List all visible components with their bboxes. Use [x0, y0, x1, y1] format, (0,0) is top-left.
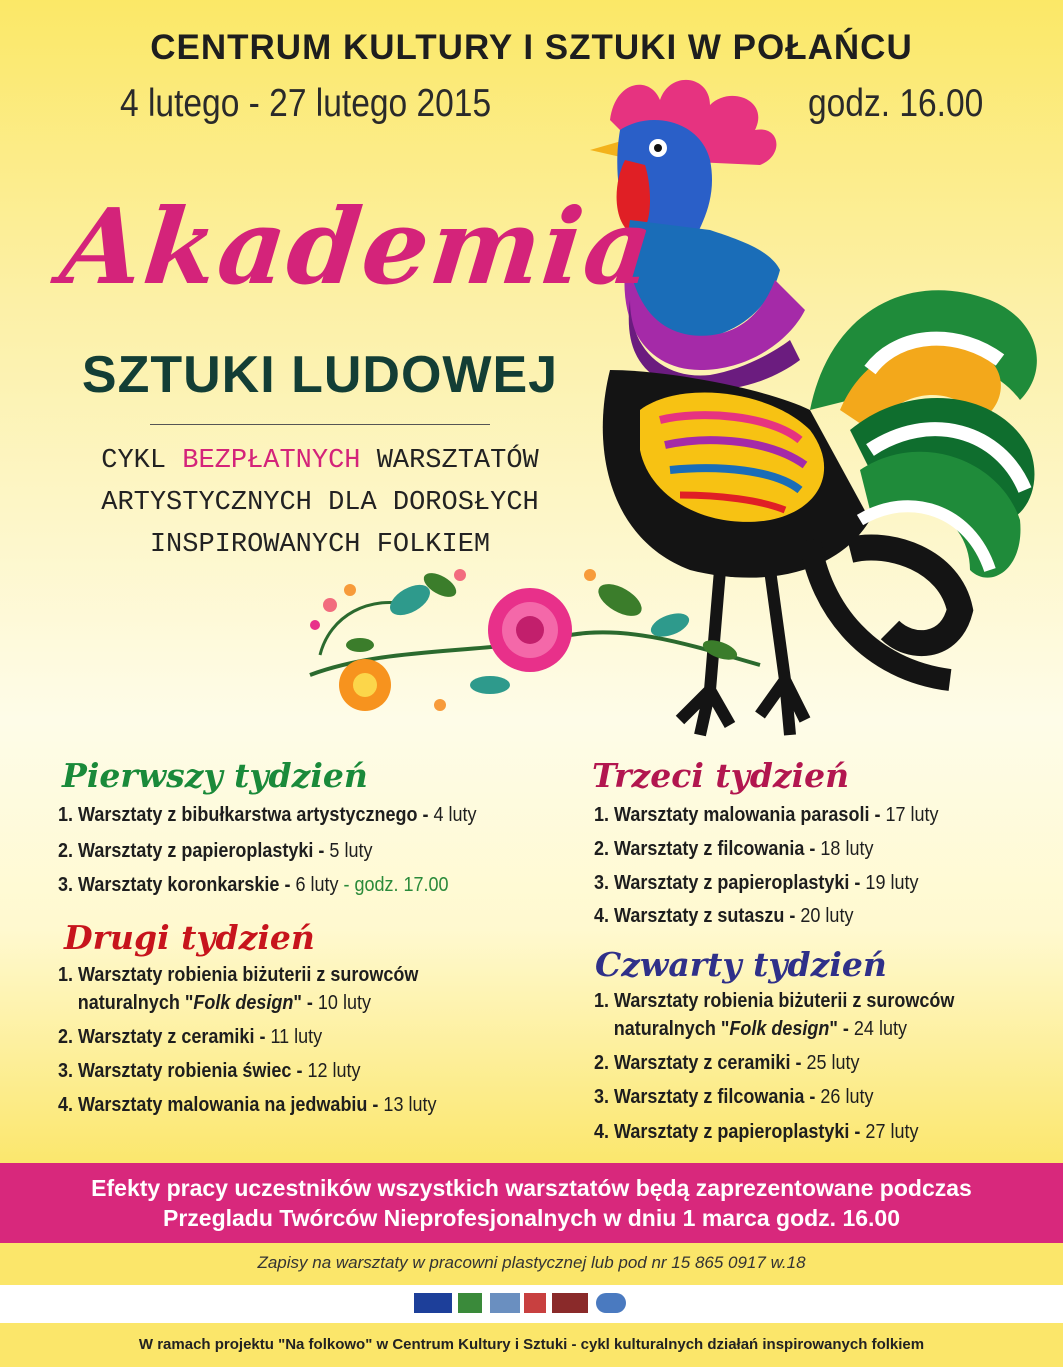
title-akademia: Akademia — [55, 185, 661, 308]
intro-line-1 — [60, 440, 580, 482]
title-subtitle: SZTUKI LUDOWEJ — [81, 346, 559, 404]
event-dates: 4 lutego - 27 lutego 2015 — [120, 82, 492, 125]
signup-info: Zapisy na warsztaty w pracowni plastycznej lub pod nr 15 865 0917 w.18 — [257, 1253, 806, 1272]
announcement-band — [0, 1163, 1063, 1243]
list-item: 2. Warsztaty z papieroplastyki - 5 luty — [58, 840, 373, 862]
organization-name: CENTRUM KULTURY I SZTUKI W POŁAŃCU — [150, 28, 913, 67]
week-4-title: Czwarty tydzień — [595, 945, 887, 984]
list-item-continuation: naturalnych "Folk design" - 24 luty — [613, 1018, 907, 1040]
list-item: 3. Warsztaty z filcowania - 26 luty — [594, 1086, 874, 1108]
divider — [150, 424, 490, 425]
list-item: 1. Warsztaty malowania parasoli - 17 luty — [594, 804, 939, 826]
list-item: 1. Warsztaty robienia biżuterii z surowców — [58, 964, 419, 986]
list-item: 4. Warsztaty z papieroplastyki - 27 luty — [594, 1121, 919, 1143]
intro-line-2: ARTYSTYCZNYCH DLA DOROSŁYCH — [101, 488, 539, 518]
flower-embroidery — [290, 555, 770, 725]
partner-logo-3 — [524, 1293, 546, 1313]
list-item: 4. Warsztaty z sutaszu - 20 luty — [594, 905, 854, 927]
intro-warsztatow: WARSZTATÓW — [376, 446, 539, 476]
intro-highlight: BEZPŁATNYCH — [182, 446, 361, 476]
list-item: 2. Warsztaty z ceramiki - 25 luty — [594, 1052, 860, 1074]
announcement-line-1: Efekty pracy uczestników wszystkich warsztatów będą zaprezentowane podczas — [91, 1175, 972, 1201]
partner-logo-4 — [552, 1293, 588, 1313]
week-3-title: Trzeci tydzień — [592, 756, 850, 795]
partner-logo-1 — [458, 1293, 482, 1313]
eu-flag-logo — [414, 1293, 452, 1313]
announcement-line-2: Przegladu Twórców Nieprofesjonalnych w dniu 1 marca godz. 16.00 — [162, 1205, 901, 1231]
list-item: 2. Warsztaty z filcowania - 18 luty — [594, 838, 874, 860]
list-item: 4. Warsztaty malowania na jedwabiu - 13 luty — [58, 1094, 437, 1116]
footer-text: W ramach projektu "Na folkowo" w Centrum Kultury i Sztuki - cykl kulturalnych działań inspirowanych folkiem — [0, 1323, 1063, 1367]
list-item: 3. Warsztaty robienia świec - 12 luty — [58, 1060, 361, 1082]
list-item: 3. Warsztaty z papieroplastyki - 19 luty — [594, 872, 919, 894]
intro-text — [60, 440, 580, 566]
list-item: 3. Warsztaty koronkarskie - 6 luty - godz. 17.00 — [58, 874, 449, 896]
week-1-title: Pierwszy tydzień — [62, 756, 368, 795]
list-item-continuation: naturalnych "Folk design" - 10 luty — [77, 992, 371, 1014]
partner-logo-5 — [596, 1293, 626, 1313]
event-time: godz. 16.00 — [808, 82, 984, 125]
list-item: 1. Warsztaty robienia biżuterii z surowców — [594, 990, 955, 1012]
list-item: 1. Warsztaty z bibułkarstwa artystycznego - 4 luty — [58, 804, 477, 826]
partner-logos — [0, 1285, 1063, 1323]
list-item: 2. Warsztaty z ceramiki - 11 luty — [58, 1026, 323, 1048]
intro-cykl: CYKL — [101, 446, 167, 476]
partner-logo-2 — [490, 1293, 520, 1313]
week-2-title: Drugi tydzień — [64, 918, 315, 957]
intro-line-3: INSPIROWANYCH FOLKIEM — [149, 530, 491, 560]
